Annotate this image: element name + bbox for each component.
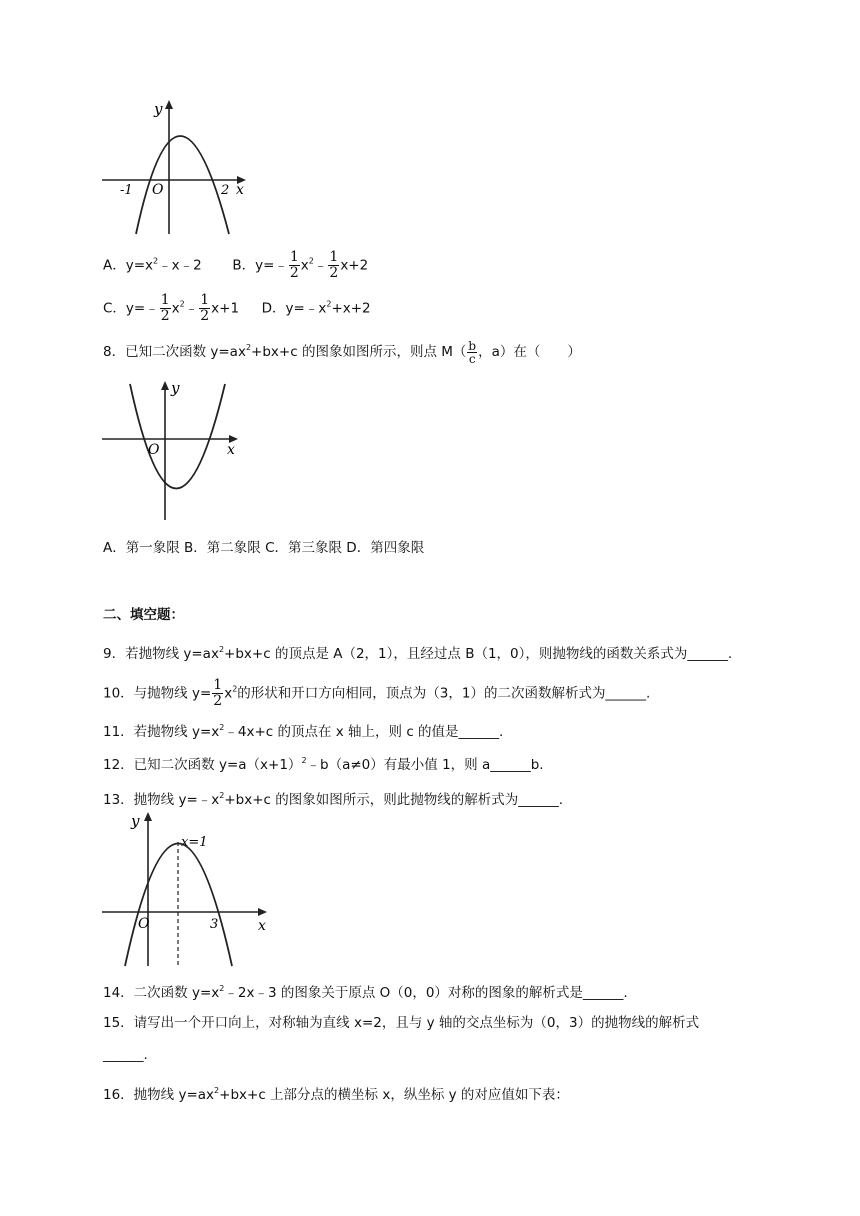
- q8-text: 8．已知二次函数 y=ax: [103, 344, 246, 360]
- exponent: 2: [153, 256, 159, 266]
- numerator: 1: [329, 249, 339, 265]
- numerator: 1: [213, 677, 223, 693]
- exponent: 2: [219, 791, 225, 800]
- denominator: 2: [329, 265, 339, 281]
- q14: [103, 979, 628, 1003]
- q12: [103, 751, 544, 775]
- option-a-rest: ﹣x﹣2: [158, 257, 202, 274]
- exponent: 2: [301, 756, 307, 765]
- exponent: 2: [326, 299, 332, 309]
- exponent: 2: [214, 1086, 220, 1095]
- y-label: y: [131, 812, 140, 830]
- numerator: 1: [289, 249, 299, 265]
- var: x: [171, 300, 180, 317]
- q11-text-post: ﹣4x+c 的顶点在 x 轴上，则 c 的值是______.: [224, 724, 504, 740]
- three-label: 3: [210, 917, 219, 932]
- fraction: [289, 250, 300, 281]
- q7-option-c-d: [103, 293, 371, 324]
- numerator: 1: [200, 292, 210, 308]
- denominator: 2: [160, 308, 170, 324]
- exponent: 2: [179, 299, 185, 309]
- origin-label: O: [152, 182, 164, 198]
- y-label: y: [171, 379, 180, 397]
- q8-text-mid: +bx+c 的图象如图所示，则点 M（: [251, 344, 467, 360]
- x-axis-arrow: [258, 908, 267, 916]
- parabola-curve: [136, 136, 229, 234]
- q9-text-post: +bx+c 的顶点是 A（2，1），且经过点 B（1，0），则抛物线的函数关系式为______.: [224, 646, 733, 662]
- fraction: [199, 293, 210, 324]
- fraction: [212, 678, 223, 709]
- q9: [103, 640, 732, 664]
- neg1-label: -1: [120, 183, 133, 198]
- option-c-text: C．y=﹣: [103, 300, 159, 317]
- q11: [103, 718, 503, 742]
- exponent: 2: [219, 984, 225, 993]
- graph-q13: [100, 806, 272, 970]
- option-c-rest: x+1: [211, 300, 240, 317]
- q15-line2: ______.: [103, 1047, 148, 1063]
- option-a-text: A．y=x: [103, 257, 154, 274]
- y-label: y: [154, 100, 163, 118]
- graph-q8: [100, 378, 245, 523]
- q10-text-post: 的形状和开口方向相同，顶点为（3，1）的二次函数解析式为______.: [237, 685, 651, 702]
- q12-text-post: ﹣b（a≠0）有最小值 1，则 a______b.: [306, 757, 544, 773]
- option-b-text: B．y=﹣: [232, 257, 288, 274]
- y-axis-arrow: [165, 100, 173, 109]
- two-label: 2: [221, 183, 230, 198]
- q14-text-post: ﹣2x﹣3 的图象关于原点 O（0，0）对称的图象的解析式是______.: [224, 985, 628, 1001]
- q16-text: 16．抛物线 y=ax: [103, 1087, 215, 1103]
- denominator: 2: [200, 308, 210, 324]
- origin-label: O: [148, 442, 160, 458]
- origin-label: O: [138, 916, 150, 932]
- graph-q7: [100, 98, 250, 238]
- denominator: 2: [289, 265, 299, 281]
- q14-text: 14．二次函数 y=x: [103, 985, 220, 1001]
- y-axis-arrow: [144, 812, 152, 821]
- x-label: x: [236, 182, 244, 198]
- q16: [103, 1081, 569, 1105]
- exponent: 2: [218, 645, 225, 654]
- numerator: 1: [160, 292, 170, 308]
- var: x: [300, 257, 309, 274]
- q10: [103, 678, 650, 709]
- fraction: [467, 340, 477, 365]
- denominator: c: [468, 351, 476, 366]
- symmetry-axis-label: x=1: [181, 835, 208, 850]
- minus: ﹣: [313, 257, 328, 274]
- option-d-rest: +x+2: [331, 300, 371, 317]
- q9-text: 9．若抛物线 y=ax: [103, 646, 219, 662]
- x-label: x: [258, 918, 266, 934]
- y-axis-arrow: [161, 381, 169, 390]
- q16-text-post: +bx+c 上部分点的横坐标 x，纵坐标 y 的对应值如下表：: [219, 1087, 569, 1103]
- exponent: 2: [308, 256, 314, 266]
- q8-question: [103, 338, 581, 365]
- option-b-rest: x+2: [340, 257, 369, 274]
- fraction: [160, 293, 171, 324]
- exponent: 2: [245, 343, 252, 352]
- q7-option-a-b: [103, 250, 368, 281]
- x-label: x: [227, 442, 235, 458]
- var: x: [224, 685, 233, 702]
- section-heading: 二、填空题：: [103, 607, 184, 623]
- q15-line1: 15．请写出一个开口向上，对称轴为直线 x=2，且与 y 轴的交点坐标为（0，3）的抛物线的解析式: [103, 1015, 700, 1031]
- option-d-text: D．y=﹣x: [261, 300, 327, 317]
- q8-options: A．第一象限 B．第二象限 C．第三象限 D．第四象限: [103, 540, 425, 556]
- exponent: 2: [232, 684, 238, 694]
- q13-text: 13．抛物线 y=﹣x: [103, 792, 220, 808]
- fraction: [328, 250, 339, 281]
- q13-text-post: +bx+c 的图象如图所示，则此抛物线的解析式为______.: [224, 792, 564, 808]
- q10-text: 10．与抛物线 y=: [103, 685, 212, 702]
- q8-text-post: ，a）在（ ）: [478, 344, 581, 360]
- exponent: 2: [219, 723, 225, 732]
- denominator: 2: [213, 693, 223, 709]
- q11-text: 11．若抛物线 y=x: [103, 724, 220, 740]
- minus: ﹣: [184, 300, 199, 317]
- parabola-curve: [130, 384, 225, 489]
- numerator: b: [468, 338, 477, 353]
- q12-text: 12．已知二次函数 y=a（x+1）: [103, 757, 302, 773]
